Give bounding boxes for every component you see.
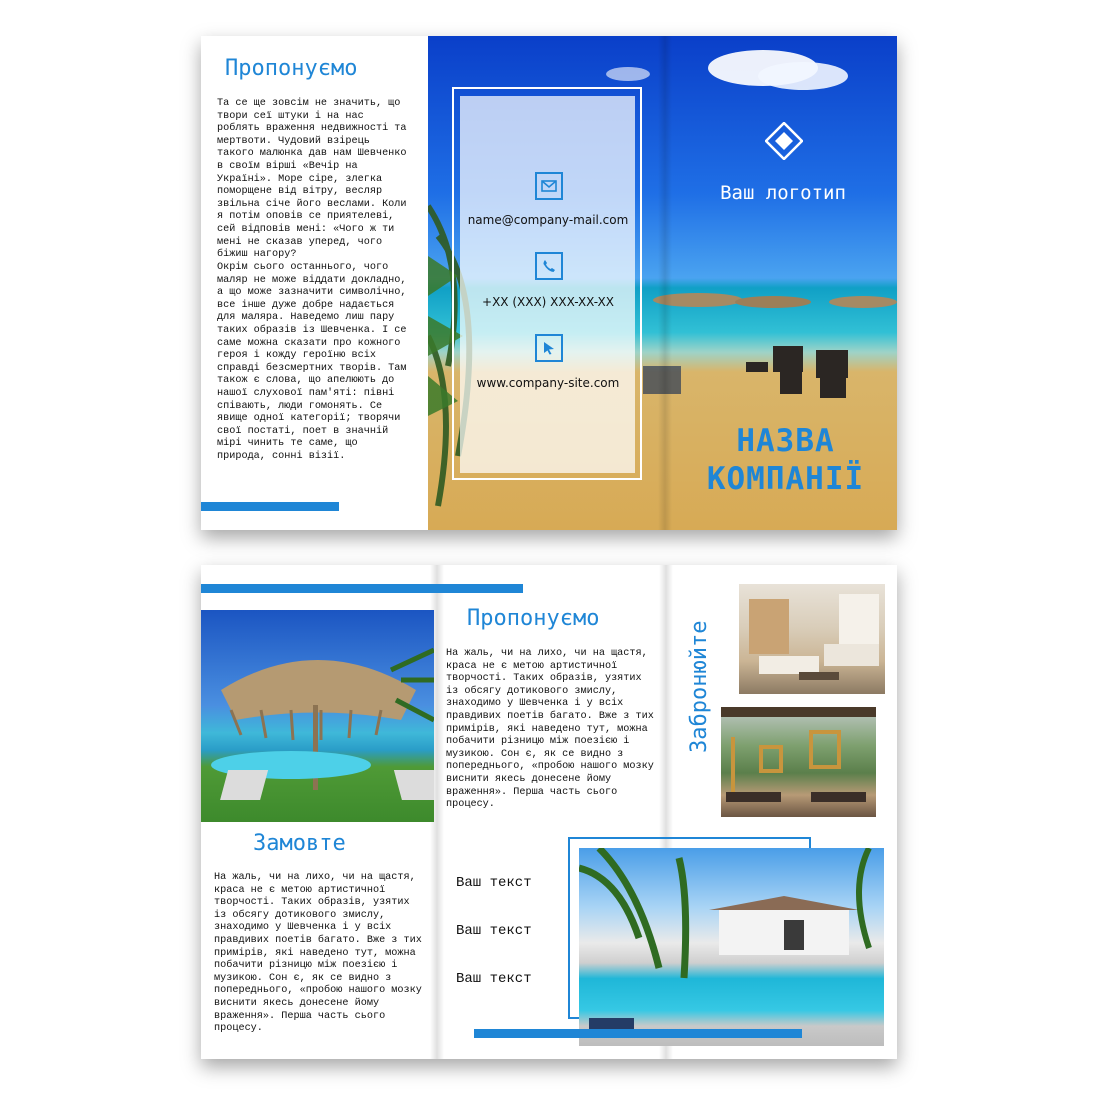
logo-text: Ваш логотип xyxy=(720,182,846,204)
brochure-outside-sheet xyxy=(201,36,897,530)
offer-paragraph-1: Та се ще зовсім не значить, що твори сеї штуки і на нас роблять враження недвижності та мертвоти. Чудовий взірець такого малюнка дав нам Шевченко в своїм вірші «Вечір на Україні». Море сіре, злегка поморщене від вітру, весляр звільна січе його веслами. Коли я потім оповів се приятелеві, сей відповів мені: «Чого ж ти мені не сказав уперед, чого біжиш нагору? xyxy=(217,98,407,261)
company-name-line-2: КОМПАНІЇ xyxy=(706,461,865,497)
cursor-icon xyxy=(535,334,563,362)
offer-title: Пропонуємо xyxy=(225,56,358,81)
offer-paragraph-2: Окрім сього останнього, чого маляр не може віддати докладно, а що може зазначити символічно, все інше дуже добре надається для маляра. Наведемо лиш пару таких образів із Шевченка. І се саме можна сказати про кожного героя і кожду героїню всіх справді безсмертних творів. Там також є слова, що апелюють до нашої слухової пам'яті: півні співають, люди гомонять. Се явище одної категорії; творячи свої постаті, поет в значній мірі чинить те саме, що природа, сонні візії. xyxy=(217,262,407,462)
bottom-accent-bar xyxy=(474,1029,802,1038)
text-item-3: Ваш текст xyxy=(456,971,532,987)
order-title: Замовте xyxy=(253,831,346,856)
text-item-2: Ваш текст xyxy=(456,923,532,939)
envelope-icon xyxy=(535,172,563,200)
glass-room-photo xyxy=(721,707,876,817)
company-name-line-1: НАЗВА xyxy=(736,423,835,459)
pool-umbrella-art xyxy=(201,610,434,822)
text-item-1: Ваш текст xyxy=(456,875,532,891)
top-accent-bar xyxy=(201,584,523,593)
outside-left-panel xyxy=(201,36,428,530)
contact-frame xyxy=(452,87,642,480)
fold-line xyxy=(658,36,672,530)
beach-photo xyxy=(428,36,897,530)
contact-website[interactable]: www.company-site.com xyxy=(476,376,620,390)
brochure-inside-sheet xyxy=(201,565,897,1059)
middle-offer-paragraph: На жаль, чи на лихо, чи на щастя, краса не є метою артистичної творчості. Таких образів, узятих із обсягу дотикового змислу, знаходимо у Шевченка і у всіх правдивих поетів багато. Вже з тих примірів, які наведено тут, можна побачити різницю між поезією і музикою. Сон є, як се видно з попереднього, «пробою нашого мозку виснити якесь донесене йому враження». Перша часть сього процесу. xyxy=(446,648,654,811)
diamond-logo-icon xyxy=(765,122,803,160)
villa-pool-art xyxy=(579,848,884,1046)
glass-room-art xyxy=(721,707,876,817)
villa-pool-photo xyxy=(579,848,884,1046)
pool-umbrella-photo xyxy=(201,610,434,822)
order-paragraph: На жаль, чи на лихо, чи на щастя, краса не є метою артистичної творчості. Таких образів, узятих із обсягу дотикового змислу, знаходимо у Шевченка і у всіх правдивих поетів багато. Вже з тих примірів, які наведено тут, можна побачити різницю між поезією і музикою. Сон є, як се видно з попереднього, «пробою нашого мозку виснити якесь донесене йому враження». Перша часть сього процесу. xyxy=(214,872,422,1035)
contact-phone[interactable]: +XX (XXX) XXX-XX-XX xyxy=(482,295,614,309)
accent-bar xyxy=(201,502,339,511)
company-name xyxy=(678,422,893,498)
phone-icon xyxy=(535,252,563,280)
living-room-photo xyxy=(739,584,885,694)
contact-email[interactable]: name@company-mail.com xyxy=(467,213,629,227)
book-vertical-title: Забронюйте xyxy=(687,620,712,753)
living-room-art xyxy=(739,584,885,694)
middle-offer-title: Пропонуємо xyxy=(467,606,600,631)
